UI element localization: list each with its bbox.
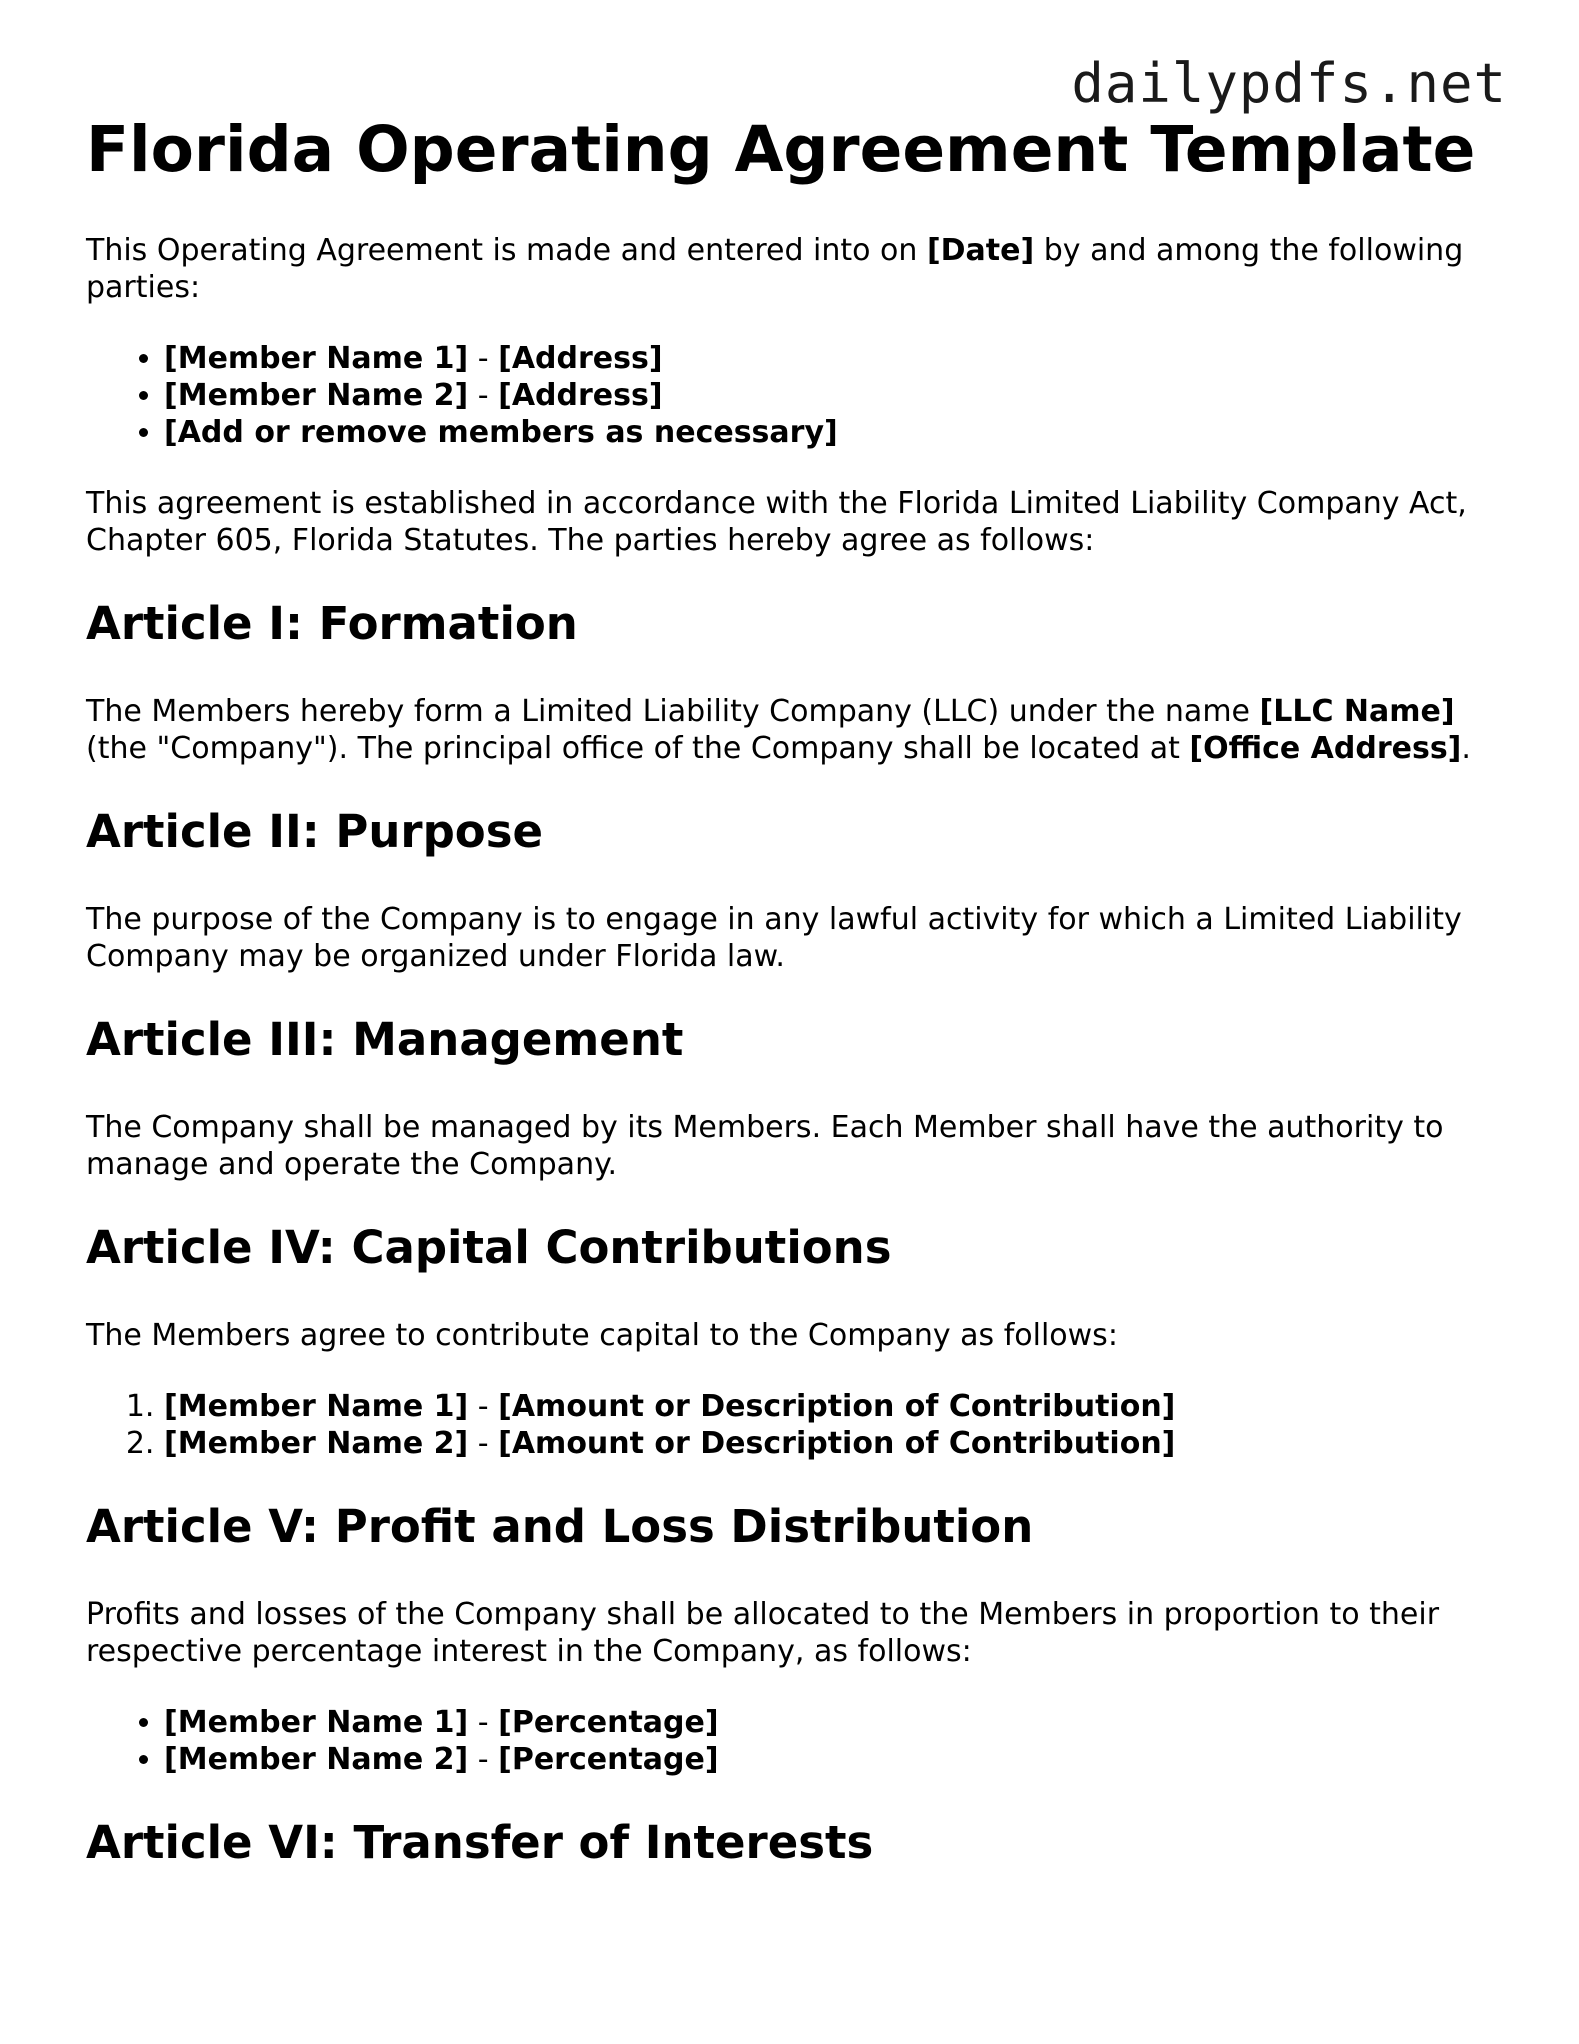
article-heading: Article IV: Capital Contributions	[86, 1221, 892, 1274]
distribution-list	[86, 1704, 1506, 1778]
article-paragraph: The Members hereby form a Limited Liability Company (LLC) under the name [LLC Name] (the "Company"). The principal office of the Company shall be located at [Office Address].	[86, 694, 1471, 766]
article-heading: Article I: Formation	[86, 597, 578, 650]
list-item: • [Member Name 2] - [Percentage]	[164, 1741, 1506, 1778]
list-item: 2. [Member Name 2] - [Amount or Description of Contribution]	[164, 1425, 1506, 1462]
article-paragraph: Profits and losses of the Company shall be allocated to the Members in proportion to their respective percentage interest in the Company, as follows:	[86, 1597, 1440, 1669]
contributions-list	[86, 1388, 1506, 1462]
list-item: • [Member Name 1] - [Percentage]	[164, 1704, 1506, 1741]
article-heading: Article VI: Transfer of Interests	[86, 1816, 874, 1869]
article-paragraph: The Members agree to contribute capital to the Company as follows:	[86, 1318, 1118, 1353]
date-placeholder: [Date]	[926, 233, 1035, 268]
article-paragraph: The purpose of the Company is to engage in any lawful activity for which a Limited Liability Company may be organized under Florida law.	[86, 902, 1462, 974]
article-paragraph: The Company shall be managed by its Members. Each Member shall have the authority to manage and operate the Company.	[86, 1110, 1444, 1182]
article-heading: Article V: Profit and Loss Distribution	[86, 1500, 1034, 1553]
list-item: • [Add or remove members as necessary]	[164, 414, 1506, 451]
list-item: • [Member Name 2] - [Address]	[164, 377, 1506, 414]
intro-paragraph: This Operating Agreement is made and entered into on [Date] by and among the following parties:	[86, 233, 1464, 305]
statute-paragraph: This agreement is established in accordance with the Florida Limited Liability Company Act, Chapter 605, Florida Statutes. The parties hereby agree as follows:	[86, 486, 1467, 558]
parties-list	[86, 340, 1506, 451]
list-item: • [Member Name 1] - [Address]	[164, 340, 1506, 377]
watermark: dailypdfs.net	[1071, 52, 1507, 115]
page-title: Florida Operating Agreement Template	[86, 113, 1476, 186]
list-item: 1. [Member Name 1] - [Amount or Description of Contribution]	[164, 1388, 1506, 1425]
article-heading: Article III: Management	[86, 1013, 684, 1066]
document	[86, 112, 1506, 1912]
article-heading: Article II: Purpose	[86, 805, 544, 858]
